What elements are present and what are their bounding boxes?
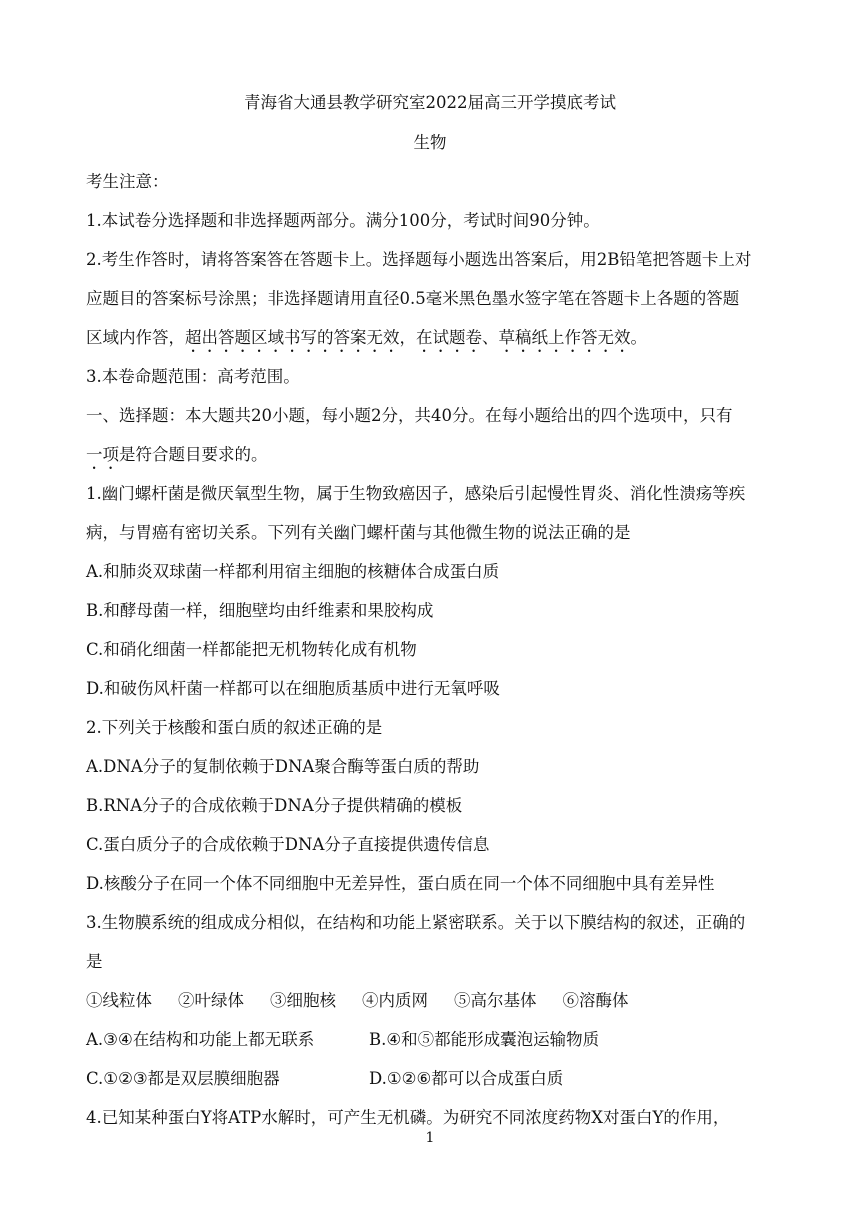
q2-option-b: B.RNA分子的合成依赖于DNA分子提供精确的模板 [86, 796, 463, 815]
q3-option-d: D.①②⑥都可以合成蛋白质 [369, 1069, 564, 1088]
section-text: 是符合题目要求的。 [119, 445, 268, 464]
notice-heading: 考生注意： [86, 172, 169, 191]
structure-item: ④内质网 [362, 991, 428, 1010]
structure-item: ⑤高尔基体 [454, 991, 537, 1010]
q2-option-a: A.DNA分子的复制依赖于DNA聚合酶等蛋白质的帮助 [86, 757, 480, 776]
emphasis-text: 一项 [86, 445, 119, 464]
q1-stem-line-2: 病，与胃癌有密切关系。下列有关幽门螺杆菌与其他微生物的说法正确的是 [86, 523, 631, 542]
q1-option-b: B.和酵母菌一样，细胞壁均由纤维素和果胶构成 [86, 601, 434, 620]
q1-option-a: A.和肺炎双球菌一样都利用宿主细胞的核糖体合成蛋白质 [86, 562, 500, 581]
notice-text: 区域内作答， [86, 328, 185, 347]
notice-item-2-line-3 [86, 328, 647, 356]
structure-item: ②叶绿体 [178, 991, 244, 1010]
q3-options-row-2 [86, 1069, 786, 1089]
emphasis-text: 超出答题区域书写的答案无效 [185, 328, 400, 347]
notice-item-2-line-1: 2.考生作答时，请将答案答在答题卡上。选择题每小题选出答案后，用2B铅笔把答题卡上对 [86, 250, 752, 269]
q4-stem-line-1: 4.已知某种蛋白Y将ATP水解时，可产生无机磷。为研究不同浓度药物X对蛋白Y的作用， [86, 1108, 730, 1127]
q3-option-c: C.①②③都是双层膜细胞器 [86, 1069, 280, 1088]
q1-option-c: C.和硝化细菌一样都能把无机物转化成有机物 [86, 640, 417, 659]
structure-item: ⑥溶酶体 [562, 991, 629, 1010]
structure-item: ①线粒体 [86, 991, 152, 1010]
q3-stem-line-2: 是 [86, 952, 103, 971]
q1-stem-line-1: 1.幽门螺杆菌是微厌氧型生物，属于生物致癌因子，感染后引起慢性胃炎、消化性溃疡等疾 [86, 484, 746, 503]
q1-option-d: D.和破伤风杆菌一样都可以在细胞质基质中进行无氧呼吸 [86, 679, 500, 698]
emphasis-text: 在试题卷、草稿纸上作答无效 [416, 328, 631, 347]
notice-text: ， [399, 328, 416, 347]
notice-item-1: 1.本试卷分选择题和非选择题两部分。满分100分，考试时间90分钟。 [86, 211, 600, 230]
q2-stem: 2.下列关于核酸和蛋白质的叙述正确的是 [86, 718, 383, 737]
page-number: 1 [425, 1130, 435, 1146]
q3-option-b: B.④和⑤都能形成囊泡运输物质 [369, 1030, 600, 1049]
structure-item: ③细胞核 [270, 991, 336, 1010]
exam-title: 青海省大通县教学研究室2022届高三开学摸底考试 [244, 93, 616, 112]
notice-text: 。 [630, 328, 647, 347]
q3-structure-list [86, 991, 655, 1011]
q3-options-row-1 [86, 1030, 786, 1050]
notice-item-3: 3.本卷命题范围：高考范围。 [86, 367, 300, 386]
subject-title: 生物 [413, 133, 447, 152]
section-1-instructions-line-2 [86, 445, 268, 473]
q2-option-d: D.核酸分子在同一个体不同细胞中无差异性，蛋白质在同一个体不同细胞中具有差异性 [86, 874, 715, 893]
section-1-instructions-line-1: 一、选择题：本大题共20小题，每小题2分，共40分。在每小题给出的四个选项中，只有 [86, 406, 733, 425]
notice-item-2-line-2: 应题目的答案标号涂黑；非选择题请用直径0.5毫米黑色墨水签字笔在答题卡上各题的答题 [86, 289, 740, 308]
q3-stem-line-1: 3.生物膜系统的组成成分相似，在结构和功能上紧密联系。关于以下膜结构的叙述，正确的 [86, 913, 746, 932]
q2-option-c: C.蛋白质分子的合成依赖于DNA分子直接提供遗传信息 [86, 835, 490, 854]
q3-option-a: A.③④在结构和功能上都无联系 [86, 1030, 315, 1049]
